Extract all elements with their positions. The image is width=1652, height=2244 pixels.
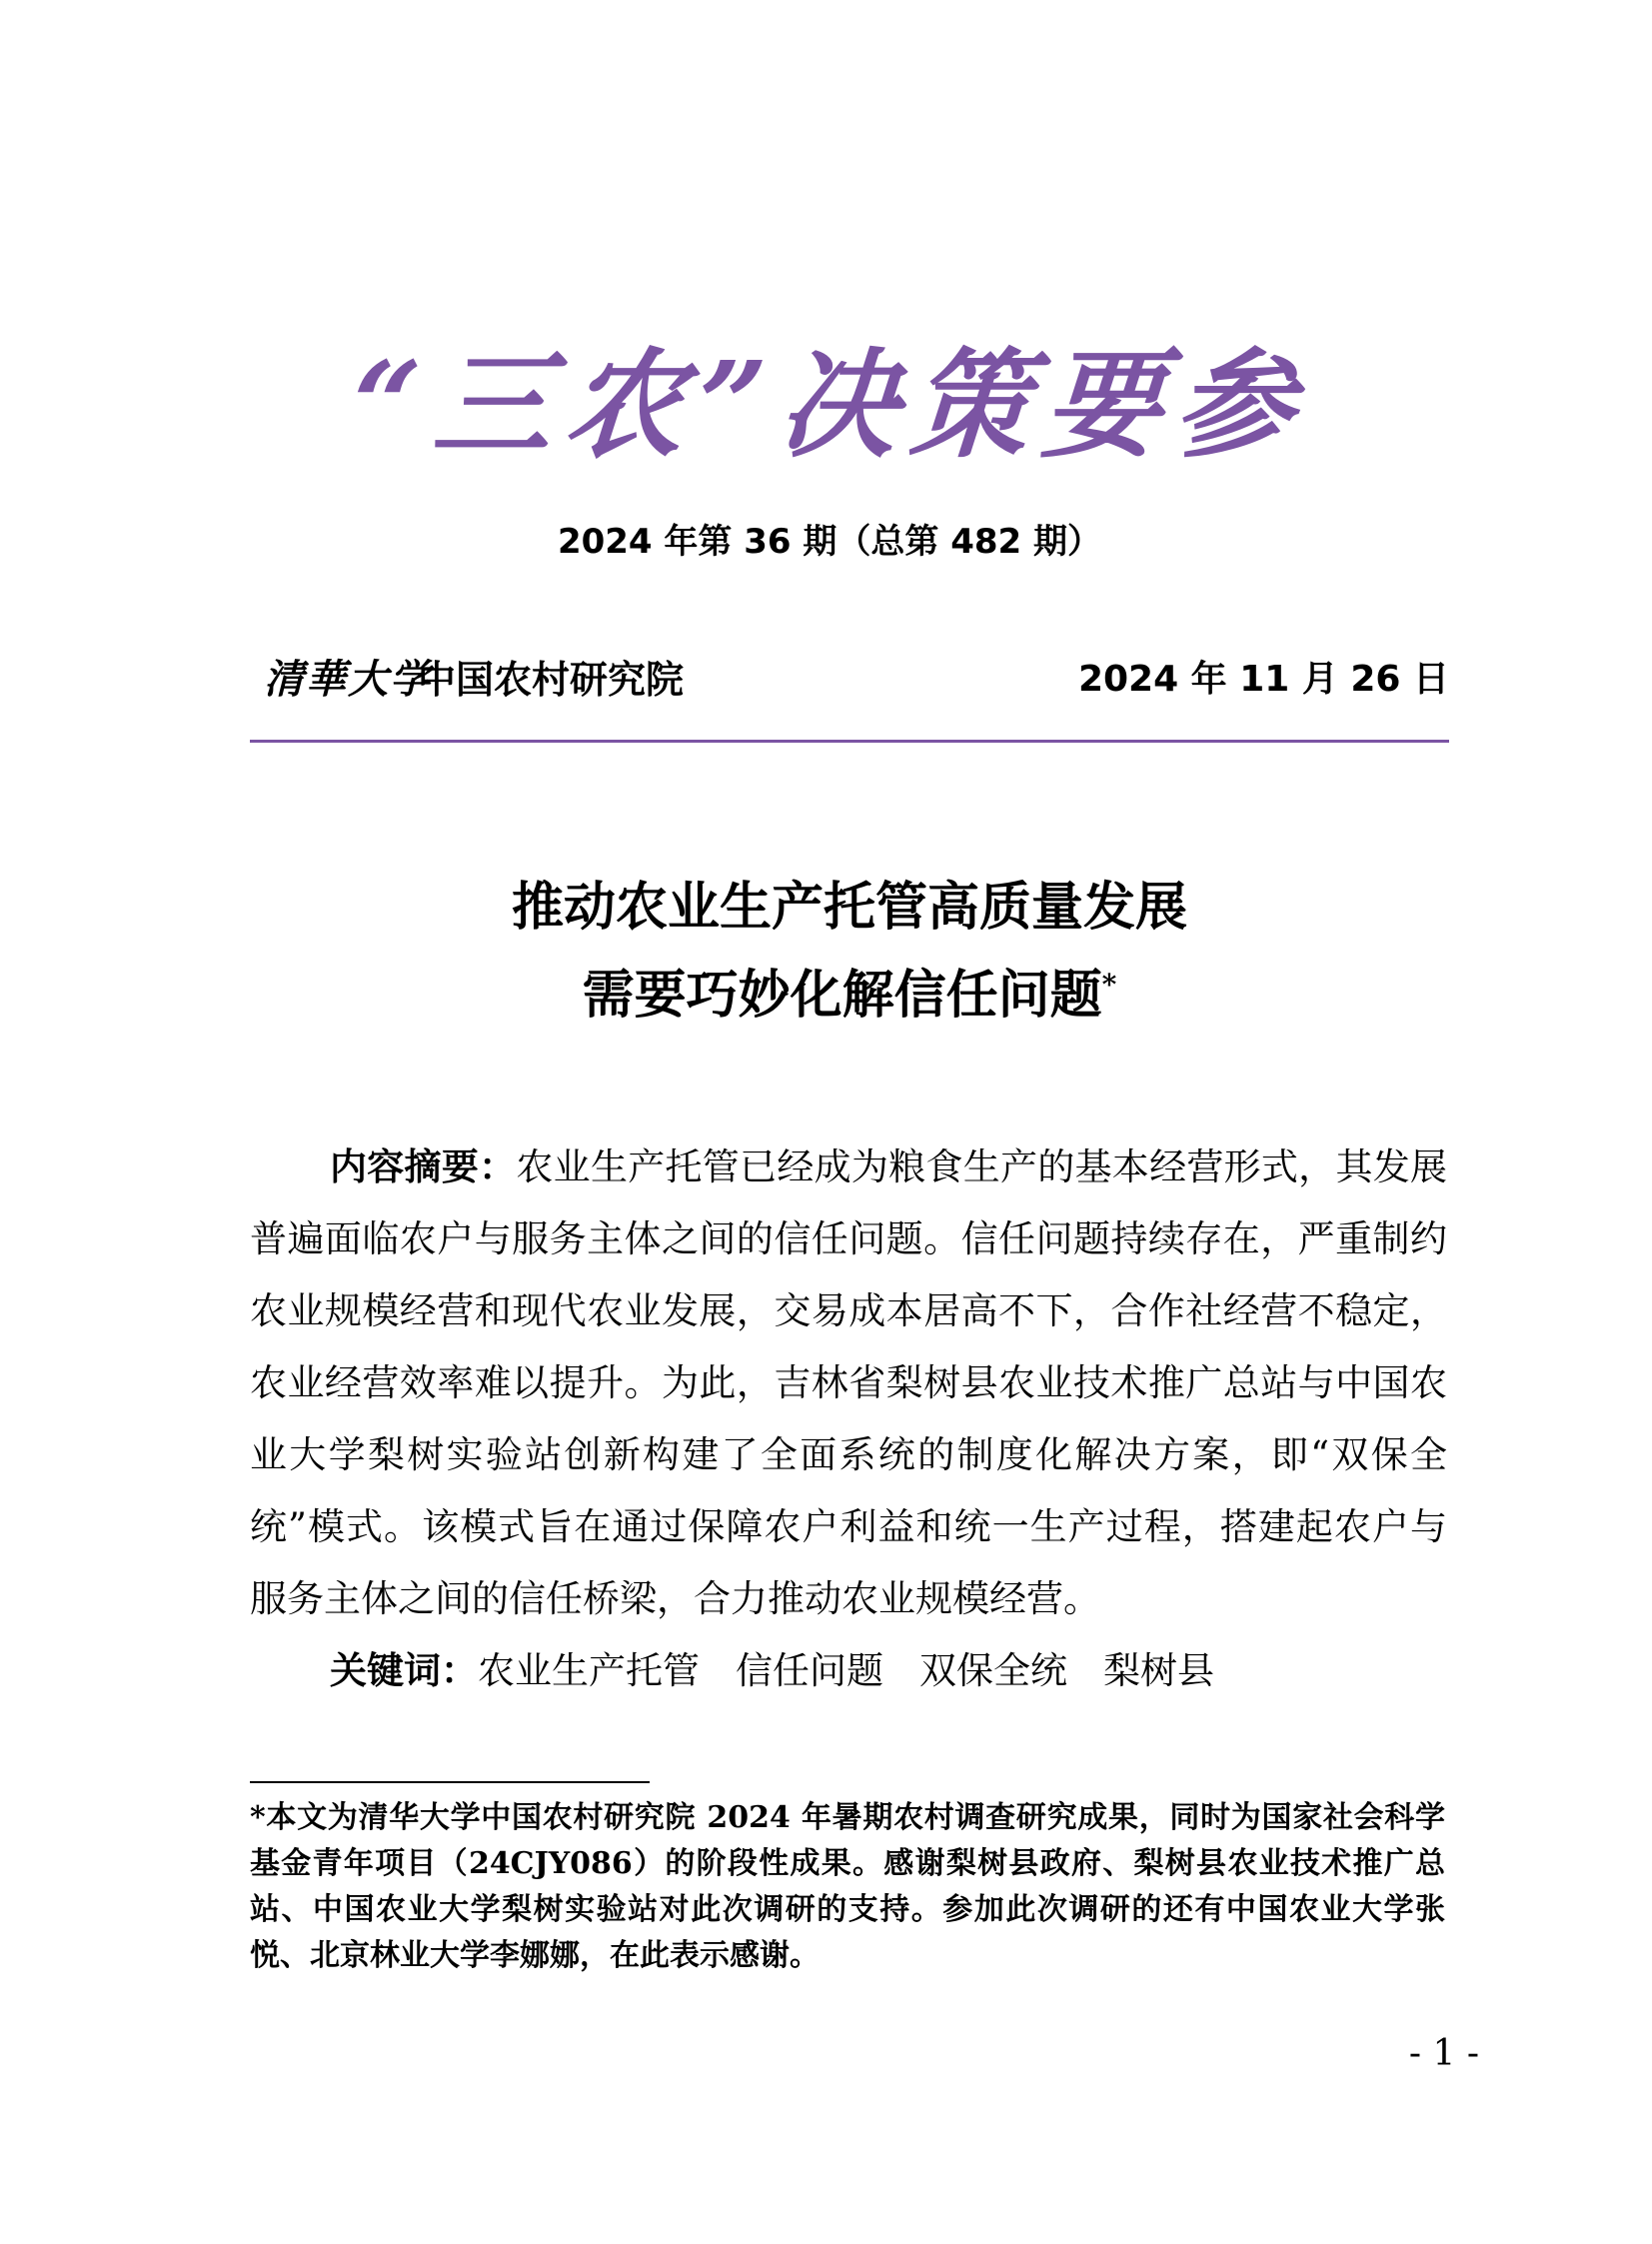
keyword: 梨树县 [1103,1649,1214,1692]
publication-date: 2024 年 11 月 26 日 [1077,659,1449,700]
footnote-marker: * [1101,968,1117,1002]
abstract-label: 内容摘要： [330,1145,517,1188]
abstract-paragraph [250,1131,1447,1635]
keyword: 信任问题 [736,1649,883,1692]
issue-number: 2024 年第 36 期（总第 482 期） [557,522,1102,562]
masthead-title: “三农”决策要参 [347,335,1312,474]
footnote-text: *本文为清华大学中国农村研究院 2024 年暑期农村调查研究成果，同时为国家社会科学基金青年项目（24CJY086）的阶段性成果。感谢梨树县政府、梨树县农业技术推广总站、中国农业大学梨树实验站对此次调研的支持。参加此次调研的还有中国农业大学张悦、北京林业大学李娜娜，在此表示感谢。 [250,1800,1445,1973]
page-number: - 1 - [1408,2033,1479,2074]
university-logo: 清華大学 [264,656,432,703]
keywords-line [330,1635,1250,1707]
abstract-text: 农业生产托管已经成为粮食生产的基本经营形式，其发展普遍面临农户与服务主体之间的信任问题。信任问题持续存在，严重制约农业规模经营和现代农业发展，交易成本居高不下，合作社经营不稳定，农业经营效率难以提升。为此，吉林省梨树县农业技术推广总站与中国农业大学梨树实验站创新构建了全面系统的制度化解决方案，即“双保全统”模式。该模式旨在通过保障农户利益和统一生产过程，搭建起农户与服务主体之间的信任桥梁，合力推动农业规模经营。 [250,1145,1448,1620]
header-divider [250,740,1449,743]
keywords-label: 关键词： [330,1649,478,1692]
keyword: 农业生产托管 [478,1649,700,1692]
article-title-line-2-text: 需要巧妙化解信任问题 [582,965,1102,1026]
institute-name: 中国农村研究院 [418,657,685,702]
keyword: 双保全统 [919,1649,1067,1692]
footnote-divider [250,1781,650,1783]
article-title-line-2 [250,956,1449,1036]
publisher-row [250,652,1449,708]
article-title-line-1: 推动农业生产托管高质量发展 [511,877,1187,938]
